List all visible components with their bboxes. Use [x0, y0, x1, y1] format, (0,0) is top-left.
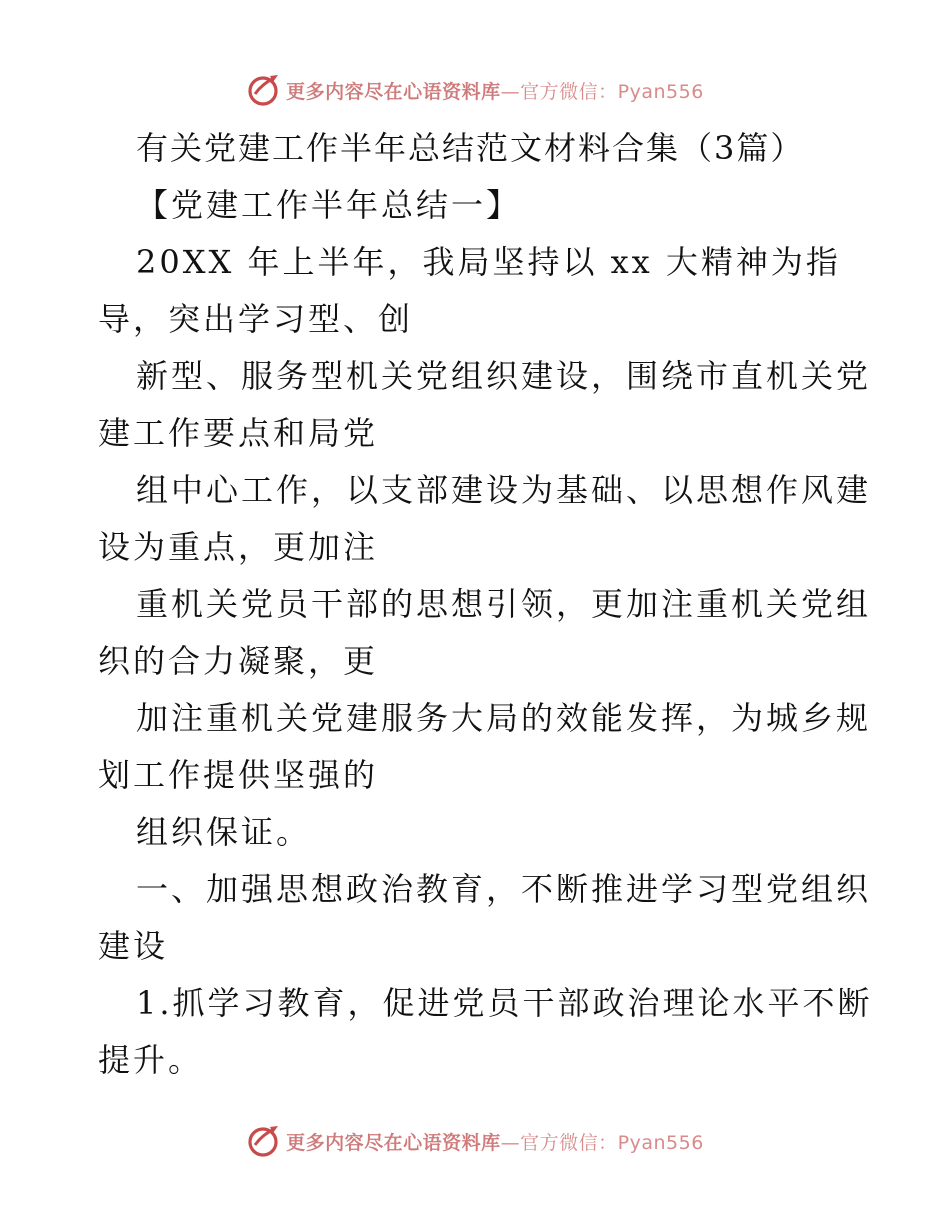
paragraph-line: 织的合力凝聚，更 — [98, 642, 379, 680]
document-body — [98, 120, 873, 1089]
watermark-banner-bottom — [0, 1121, 950, 1161]
paragraph-line: 建设 — [98, 927, 169, 965]
paragraph-line: 组中心工作，以支部建设为基础、以思想作风建 — [136, 471, 872, 509]
paragraph-line: 导，突出学习型、创 — [98, 300, 414, 338]
watermark-suffix: 官方微信：Pyan556 — [520, 80, 704, 103]
paragraph-line: 组织保证。 — [136, 813, 312, 851]
paragraph-line: 新型、服务型机关党组织建设，围绕市直机关党 — [136, 357, 872, 395]
watermark-separator: — — [500, 80, 521, 103]
paragraph-line: 加注重机关党建服务大局的效能发挥，为城乡规 — [136, 699, 872, 737]
paragraph-line: 设为重点，更加注 — [98, 528, 379, 566]
paragraph-line: 20XX 年上半年，我局坚持以 xx 大精神为指 — [136, 243, 841, 281]
paragraph-line: 一、加强思想政治教育，不断推进学习型党组织 — [136, 870, 872, 908]
watermark-brand: 更多内容尽在心语资料库 — [286, 80, 501, 103]
paragraph-line: 划工作提供坚强的 — [98, 756, 379, 794]
watermark-brand: 更多内容尽在心语资料库 — [286, 1131, 501, 1154]
paragraph-line: 重机关党员干部的思想引领，更加注重机关党组 — [136, 585, 872, 623]
document-title: 有关党建工作半年总结范文材料合集（3篇） — [136, 129, 805, 167]
watermark-text — [286, 1128, 704, 1155]
watermark-separator: — — [500, 1131, 521, 1154]
paragraph-line: 提升。 — [98, 1041, 204, 1079]
pen-swirl-logo-icon — [246, 72, 282, 108]
pen-swirl-logo-icon — [246, 1123, 282, 1159]
watermark-banner-top — [0, 70, 950, 110]
body-lines — [98, 234, 873, 1089]
paragraph-line: 1.抓学习教育，促进党员干部政治理论水平不断 — [136, 984, 873, 1022]
section-heading: 【党建工作半年总结一】 — [136, 186, 522, 224]
paragraph-line: 建工作要点和局党 — [98, 414, 379, 452]
watermark-suffix: 官方微信：Pyan556 — [520, 1131, 704, 1154]
watermark-text — [286, 77, 704, 104]
